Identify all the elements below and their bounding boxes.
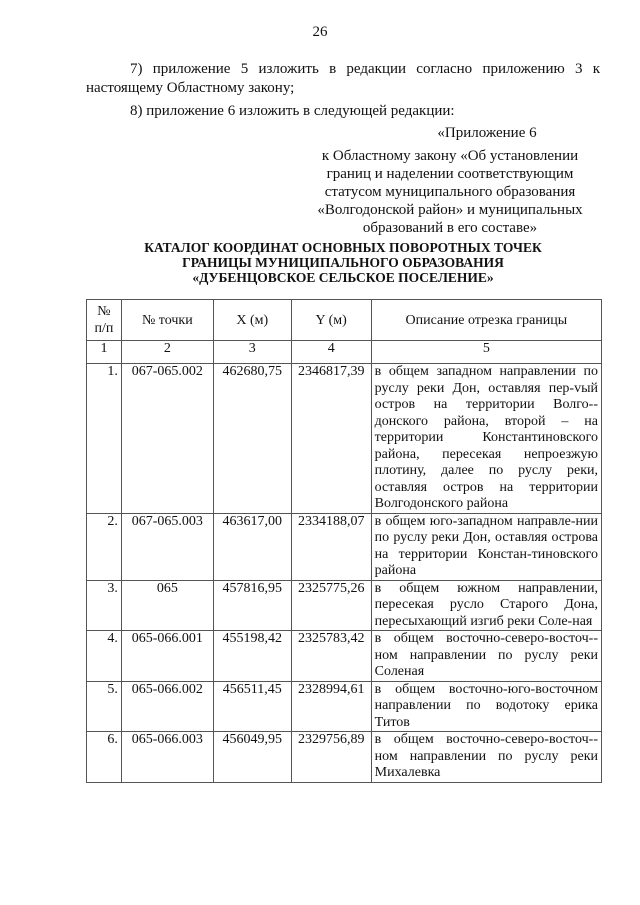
row-number: 3.: [87, 580, 122, 631]
x-coordinate: 457816,95: [213, 580, 291, 631]
table-row: [87, 513, 602, 580]
column-number: 5: [371, 341, 601, 364]
column-header-y: Y (м): [291, 300, 371, 341]
segment-description: в общем южном направлении, пересекая русло Старого Дона, пересыхающий изгиб реки Соле-ная: [371, 580, 601, 631]
column-number: 2: [121, 341, 213, 364]
x-coordinate: 462680,75: [213, 364, 291, 514]
x-coordinate: 463617,00: [213, 513, 291, 580]
appendix-title: «Приложение 6: [437, 125, 537, 141]
column-header-point: № точки: [121, 300, 213, 341]
column-header-num-line-2: п/п: [94, 321, 114, 336]
row-number: 2.: [87, 513, 122, 580]
table-row: [87, 732, 602, 783]
y-coordinate: 2328994,61: [291, 681, 371, 732]
segment-description: в общем восточно-северо-восточ-ном направлении по руслу реки Михалевка: [371, 732, 601, 783]
column-header-x: X (м): [213, 300, 291, 341]
segment-description: в общем восточно-юго-восточном направлении по водотоку ерика Титов: [371, 681, 601, 732]
point-id: 065: [121, 580, 213, 631]
column-header-num: [87, 300, 122, 341]
point-id: 067-065.002: [121, 364, 213, 514]
x-coordinate: 456511,45: [213, 681, 291, 732]
catalog-heading-line-2: ГРАНИЦЫ МУНИЦИПАЛЬНОГО ОБРАЗОВАНИЯ: [182, 255, 504, 270]
y-coordinate: 2329756,89: [291, 732, 371, 783]
point-id: 065-066.001: [121, 631, 213, 682]
column-number: 1: [87, 341, 122, 364]
column-number: 4: [291, 341, 371, 364]
point-id: 065-066.002: [121, 681, 213, 732]
table-row: [87, 681, 602, 732]
page-number: 26: [312, 24, 328, 40]
appendix-description: к Областному закону «Об установлении границ и наделении соответствующим статусом муниципального образования «Волгодонской район» и муниципальных образований в его составе»: [317, 148, 583, 236]
table-row: [87, 631, 602, 682]
point-id: 067-065.003: [121, 513, 213, 580]
table-header-row: [87, 300, 602, 341]
y-coordinate: 2334188,07: [291, 513, 371, 580]
segment-description: в общем юго-западном направле-нии по руслу реки Дон, оставляя острова на территории Констан-тиновского района: [371, 513, 601, 580]
catalog-heading-line-1: КАТАЛОГ КООРДИНАТ ОСНОВНЫХ ПОВОРОТНЫХ ТОЧЕК: [144, 240, 542, 255]
row-number: 4.: [87, 631, 122, 682]
table-row: [87, 580, 602, 631]
row-number: 6.: [87, 732, 122, 783]
x-coordinate: 455198,42: [213, 631, 291, 682]
paragraph-item-8: 8) приложение 6 изложить в следующей редакции:: [130, 103, 455, 119]
row-number: 1.: [87, 364, 122, 514]
column-header-description: Описание отрезка границы: [371, 300, 601, 341]
row-number: 5.: [87, 681, 122, 732]
paragraph-item-7: 7) приложение 5 изложить в редакции согласно приложению 3 к настоящему Областному закону;: [86, 61, 600, 96]
point-id: 065-066.003: [121, 732, 213, 783]
column-header-num-line-1: №: [97, 304, 111, 319]
coordinates-table: [86, 299, 602, 783]
catalog-heading-line-3: «ДУБЕНЦОВСКОЕ СЕЛЬСКОЕ ПОСЕЛЕНИЕ»: [192, 270, 494, 285]
segment-description: в общем восточно-северо-восточ-ном направлении по руслу реки Соленая: [371, 631, 601, 682]
y-coordinate: 2325783,42: [291, 631, 371, 682]
table-row: [87, 364, 602, 514]
y-coordinate: 2346817,39: [291, 364, 371, 514]
y-coordinate: 2325775,26: [291, 580, 371, 631]
catalog-heading: [86, 240, 600, 285]
column-number-row: [87, 341, 602, 364]
column-number: 3: [213, 341, 291, 364]
segment-description: в общем западном направлении по руслу реки Дон, оставляя пер-vый остров на территории Волго-донского района, второй – на территории Константиновского района, пересекая непроезжую плотину, далее по руслу реки, оставляя остров на территории Волгодонского района: [371, 364, 601, 514]
x-coordinate: 456049,95: [213, 732, 291, 783]
